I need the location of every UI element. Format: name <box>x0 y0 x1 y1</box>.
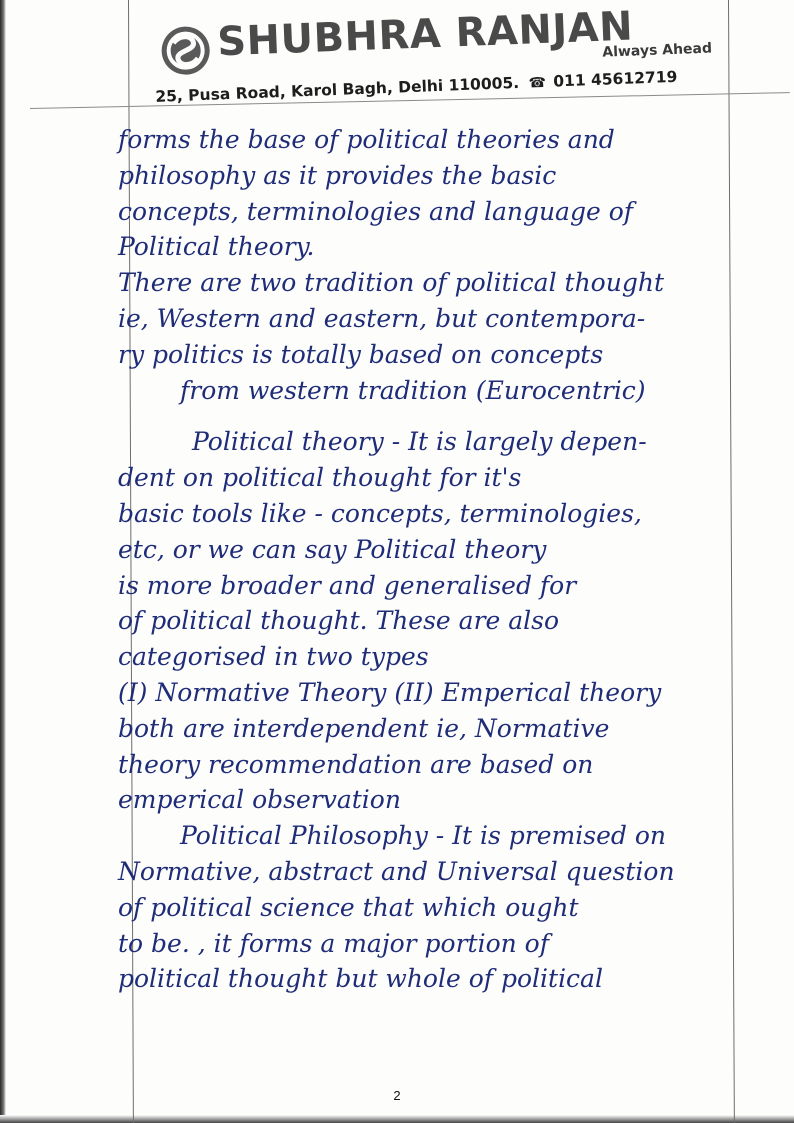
note-line: basic tools like - concepts, terminologies, <box>118 498 642 528</box>
note-line: Political theory. <box>118 232 315 262</box>
note-line: political thought but whole of political <box>118 964 603 994</box>
address-text: 25, Pusa Road, Karol Bagh, Delhi 110005. <box>155 73 520 106</box>
note-line: philosophy as it provides the basic <box>118 160 557 190</box>
note-line: both are interdependent ie, Normative <box>118 713 610 743</box>
note-line: concepts, terminologies and language of <box>118 196 634 226</box>
scan-shadow-left <box>0 0 6 1123</box>
note-line: theory recommendation are based on <box>118 749 594 779</box>
note-line: dent on political thought for it's <box>118 463 522 493</box>
note-line: of political thought. These are also <box>118 606 560 636</box>
sr-monogram-logo-icon <box>159 24 213 78</box>
note-line: emperical observation <box>118 785 401 815</box>
page-number: 2 <box>393 1088 401 1103</box>
telephone-icon: ☎ <box>528 74 547 92</box>
note-line: Political theory - It is largely depen- <box>192 427 647 457</box>
phone-number: 011 45612719 <box>552 67 678 91</box>
brand-tagline: Always Ahead <box>602 40 713 61</box>
scan-shadow-bottom <box>0 1115 794 1123</box>
note-line: There are two tradition of political thought <box>118 268 664 298</box>
note-line: forms the base of political theories and <box>118 125 615 154</box>
note-line: of political science that which ought <box>118 892 579 922</box>
handwritten-notes <box>118 122 730 997</box>
note-line: to be. , it forms a major portion of <box>118 928 549 958</box>
note-line: is more broader and generalised for <box>118 570 577 600</box>
note-line: Normative, abstract and Universal question <box>118 856 675 886</box>
brand-name: SHUBHRA RANJAN <box>216 3 634 66</box>
note-line: Political Philosophy - It is premised on <box>180 821 666 851</box>
note-line: etc, or we can say Political theory <box>118 534 547 564</box>
note-line: from western tradition (Eurocentric) <box>180 375 646 405</box>
note-line: categorised in two types <box>118 642 429 672</box>
letterhead <box>150 0 733 108</box>
note-line: ry politics is totally based on concepts <box>118 339 604 369</box>
note-line: ie, Western and eastern, but contempora- <box>118 303 646 333</box>
note-line: (I) Normative Theory (II) Emperical theory <box>118 677 662 707</box>
